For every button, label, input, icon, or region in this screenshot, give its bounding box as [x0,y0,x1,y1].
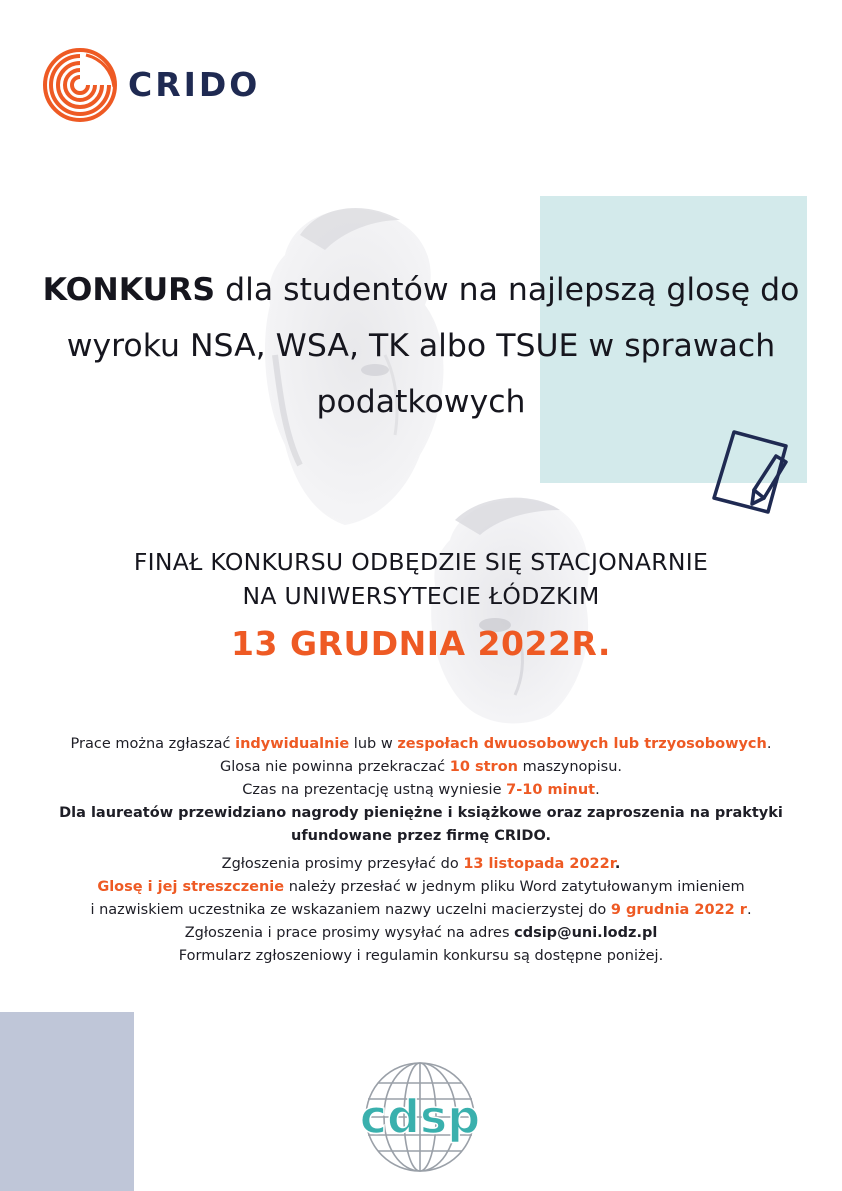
rule-submission-2: i nazwiskiem uczestnika ze wskazaniem nazwy uczelni macierzystej do 9 grudnia 2022 r. [90,902,752,918]
page-title [20,262,822,430]
rule-length: Glosa nie powinna przekraczać 10 stron maszynopisu. [219,759,622,775]
final-date: 13 GRUDNIA 2022R. [231,624,611,663]
final-line-2: NA UNIWERSYTECIE ŁÓDZKIM [242,582,600,610]
notepad-pen-icon [706,426,796,522]
rule-prizes-2: ufundowane przez firmę CRIDO. [291,828,551,844]
contact-email[interactable]: cdsip@uni.lodz.pl [514,925,658,941]
final-info [0,545,842,613]
rule-submission-1: Glosę i jej streszczenie należy przesłać w jednym pliku Word zatytułowanym imieniem [97,879,745,895]
rule-forms: Formularz zgłoszeniowy i regulamin konkursu są dostępne poniżej. [178,948,664,964]
title-rest: dla studentów na najlepszą glosę do wyroku NSA, WSA, TK albo TSUE w sprawach podatkowych [66,272,800,420]
lavender-decor-block [0,1012,134,1191]
rule-prizes-1: Dla laureatów przewidziano nagrody pieniężne i książkowe oraz zaproszenia na praktyki [59,805,783,821]
rule-presentation: Czas na prezentację ustną wyniesie 7-10 minut. [242,782,600,798]
final-line-1: FINAŁ KONKURSU ODBĘDZIE SIĘ STACJONARNIE [133,548,709,576]
crido-logo [42,47,282,127]
cdsp-logo-globe-icon [352,1057,488,1177]
rule-deadline: Zgłoszenia prosimy przesyłać do 13 listopada 2022r. [221,856,621,872]
title-strong: KONKURS [42,272,216,308]
rule-email: Zgłoszenia i prace prosimy wysyłać na adres cdsip@uni.lodz.pl [184,925,658,941]
cdsp-logo-text: cdsp [359,1090,481,1144]
crido-logo-mark-icon [42,47,118,123]
contest-rules [20,733,822,968]
cdsp-logo [352,1057,488,1177]
rule-participation: Prace można zgłaszać indywidualnie lub w zespołach dwuosobowych lub trzyosobowych. [70,736,772,752]
crido-wordmark: CRIDO [128,65,261,104]
